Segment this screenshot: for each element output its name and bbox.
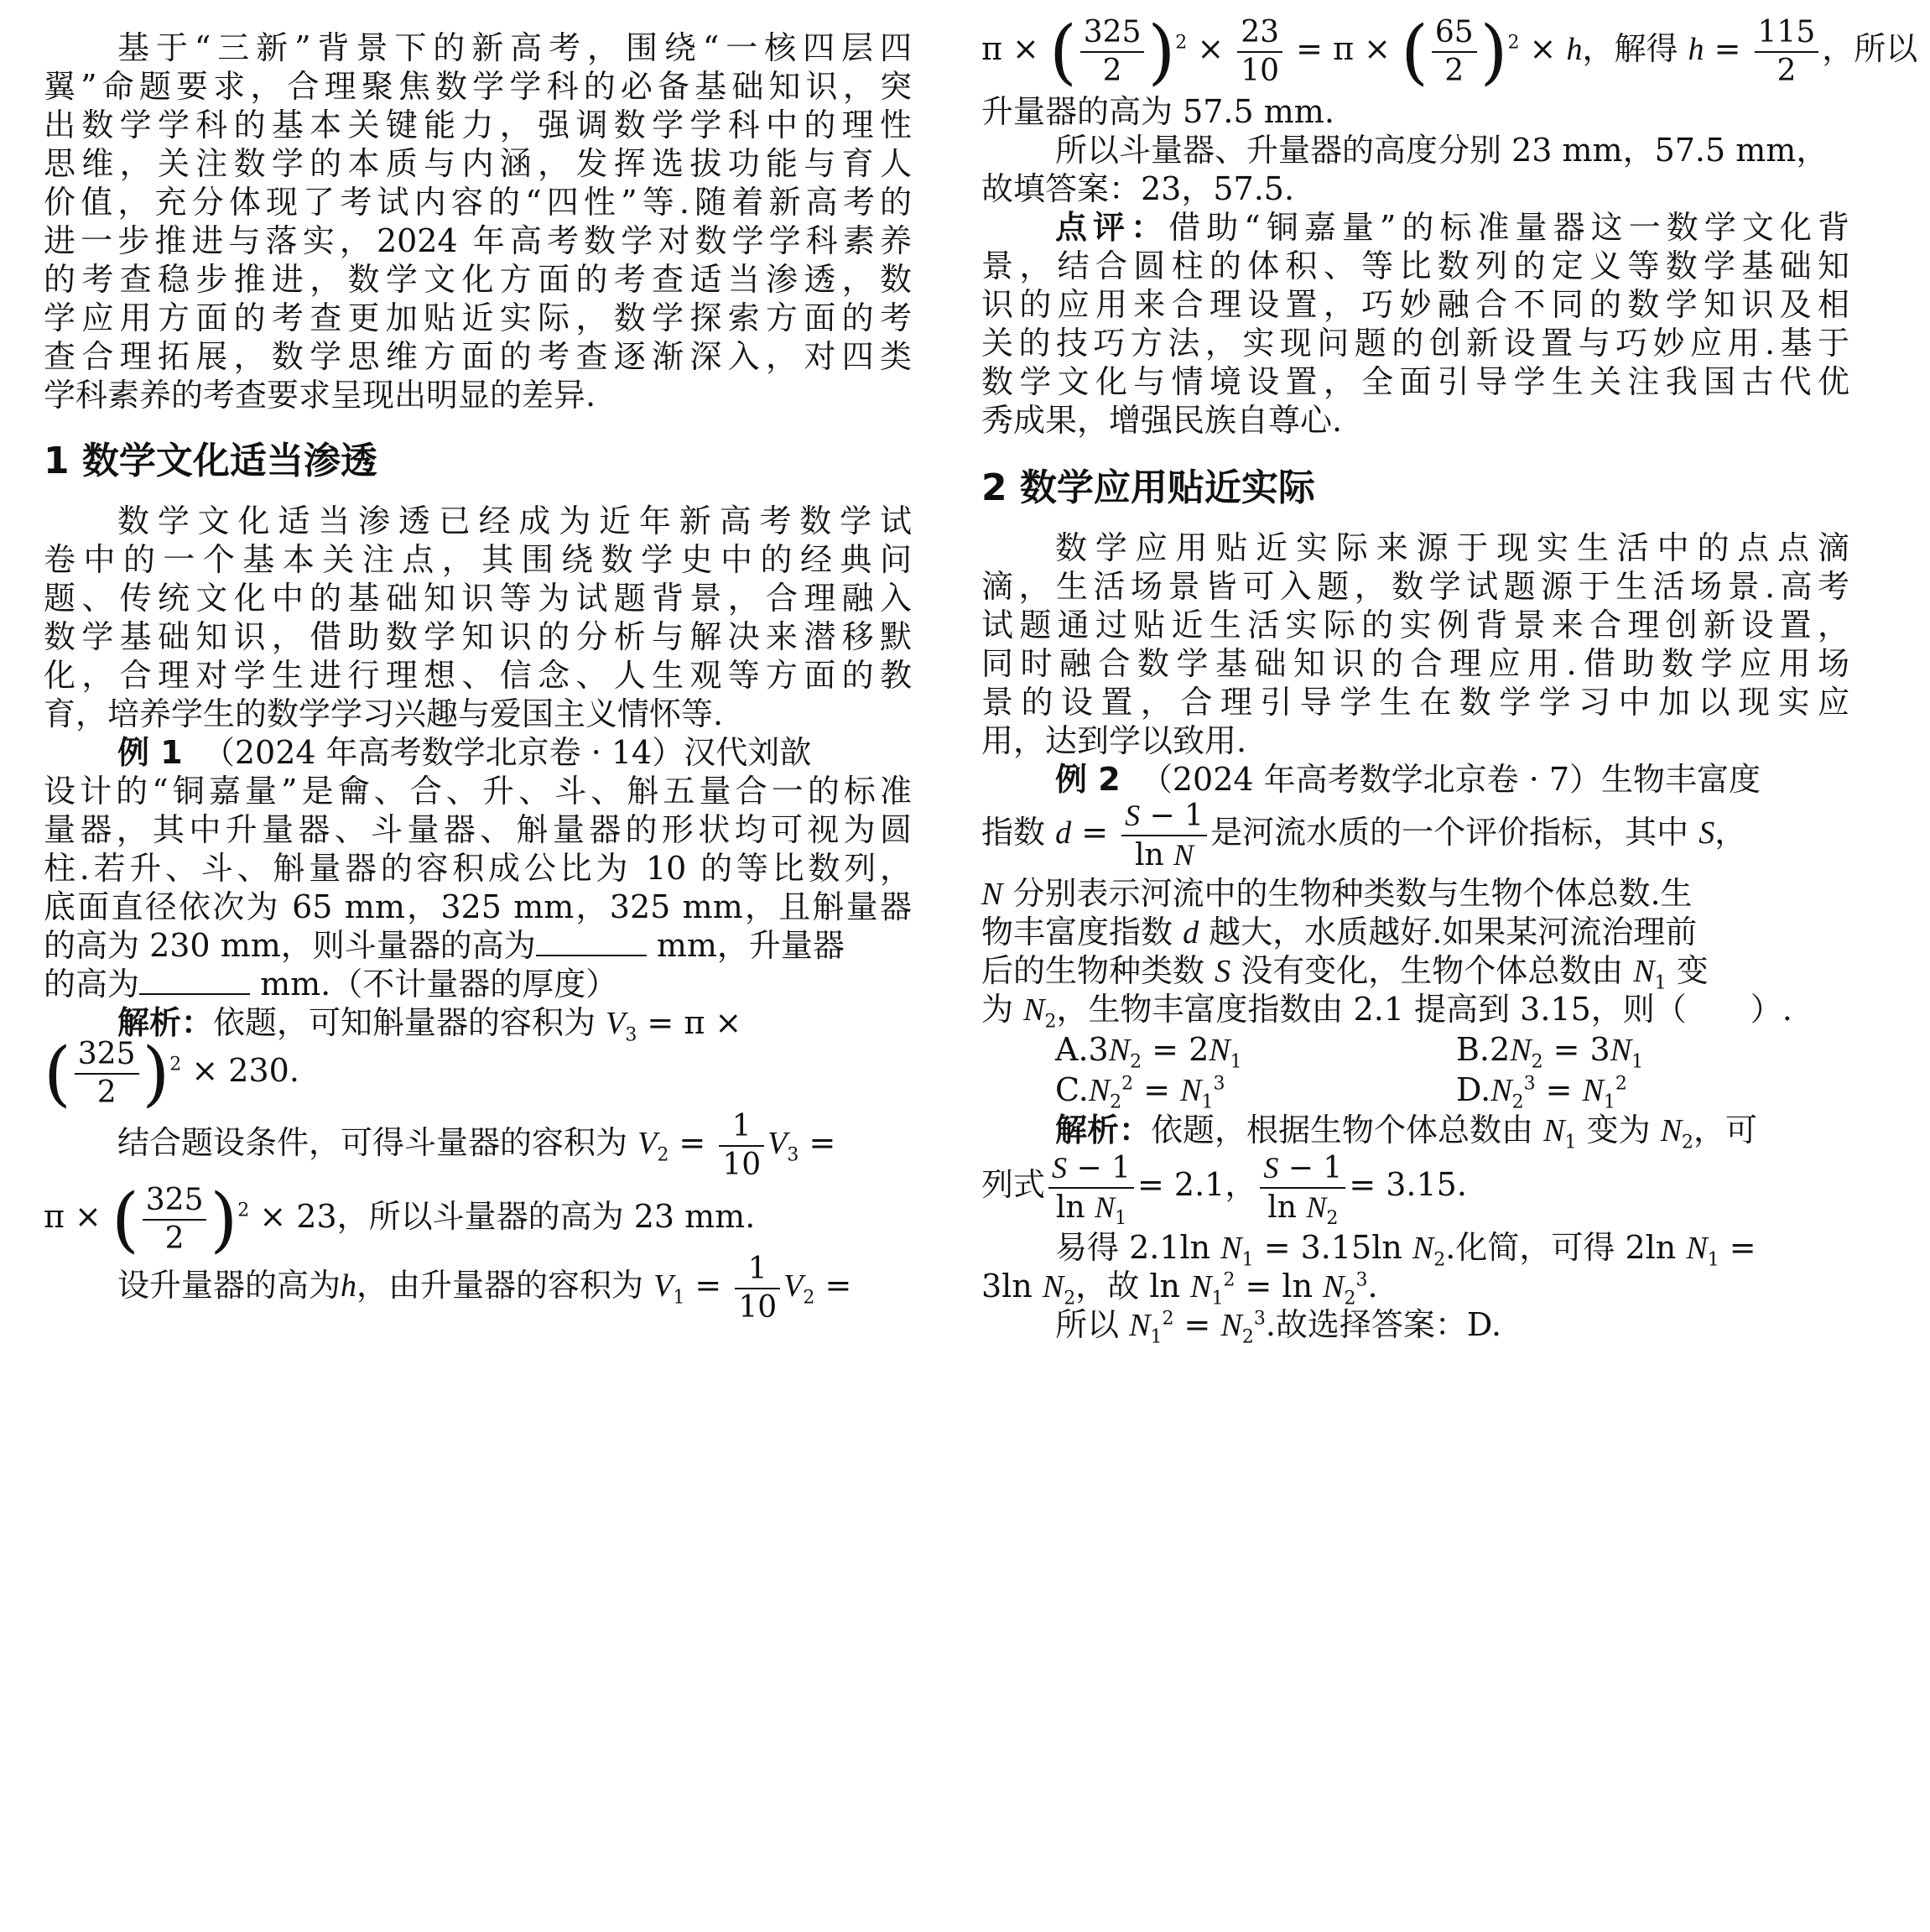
sec2-line: 用，达到学以致用.	[981, 722, 1247, 759]
solution-line: 所以斗量器、升量器的高度分别 23 mm，57.5 mm，	[1055, 132, 1829, 169]
example-1-line: 的高为 230 mm，则斗量器的高为 mm，升量器	[44, 927, 845, 964]
intro-line: 学应用方面的考查更加贴近实际，数学探索方面的考	[44, 299, 912, 336]
example-1-line: 量器，其中升量器、斗量器、斛量器的形状均可视为圆	[44, 811, 912, 848]
example-1-source: （2024 年高考数学北京卷 · 14）汉代刘歆	[202, 734, 812, 771]
solution-1-line: 设升量器的高为h，由升量器的容积为 $V_1$ = $\frac{1}{10}$ $V_2$ =	[117, 1251, 852, 1325]
answer-blank[interactable]	[536, 926, 647, 956]
sec1-line: 数学基础知识，借助数学知识的分析与解决来潜移默	[44, 618, 912, 655]
formula-v1: π × ( $\frac{325}{2}$ )$^2$ × $\frac{23}{10}$ = π × ( $\frac{65}{2}$ )$^2$ × h，解得 h = $\frac{115}{2}$ ，所以	[981, 10, 1918, 93]
option-b[interactable]: $B.2N_2 = 3N_1$	[1456, 1031, 1644, 1073]
solution-line: 故填答案：23，57.5.	[981, 170, 1295, 207]
sec2-line: 同时融合数学基础知识的合理应用.借助数学应用场	[981, 645, 1849, 682]
sec1-line: 卷中的一个基本关注点，其围绕数学史中的经典问	[44, 541, 912, 578]
solution-2-line: 3ln $N_2$，故 $\ln N_1^2 = \ln N_2^3$.	[981, 1268, 1378, 1310]
example-2-line: 指数 d = $\frac{S - 1}{\text{ln N}}$ 是河流水质的一个评价指标，其中 S，	[981, 798, 1747, 872]
intro-line: 思维，关注数学的本质与内涵，发挥选拔功能与育人	[44, 145, 912, 182]
intro-line: 翼”命题要求，合理聚焦数学学科的必备基础知识，突	[44, 68, 912, 105]
comment-line: 点评：借助“铜嘉量”的标准量器这一数学文化背	[1055, 209, 1849, 246]
example-1-line: 柱.若升、斗、斛量器的容积成公比为 10 的等比数列，	[44, 850, 912, 887]
example-2-title	[981, 758, 1849, 800]
intro-line: 进一步推进与落实，2024 年高考数学对数学学科素养	[44, 222, 912, 259]
sec2-line: 滴，生活场景皆可入题，数学试题源于生活场景.高考	[981, 568, 1849, 605]
sec2-line: 景的设置，合理引导学生在数学学习中加以现实应	[981, 684, 1849, 721]
formula-v2: π × ( $\frac{325}{2}$ )$^2$ × 23，所以斗量器的高为 23 mm.	[44, 1178, 756, 1261]
example-2-line: N 分别表示河流中的生物种类数与生物个体总数.生	[981, 875, 1693, 912]
sec1-line: 题、传统文化中的基础知识等为试题背景，合理融入	[44, 580, 912, 617]
solution-2-line: 所以 $N_1^2 = N_2^3$.故选择答案：D.	[1055, 1306, 1502, 1348]
sec1-line: 数学文化适当渗透已经成为近年新高考数学试	[117, 503, 912, 539]
solution-1-line: 结合题设条件，可得斗量器的容积为 $V_2$ = $\frac{1}{10}$ $V_3$ =	[117, 1108, 836, 1182]
section-heading-1: 1 数学文化适当渗透	[44, 440, 377, 482]
section-heading-2: 2 数学应用贴近实际	[981, 466, 1315, 509]
example-2-line: 物丰富度指数 d 越大，水质越好.如果某河流治理前	[981, 914, 1698, 950]
example-1-line: 设计的“铜嘉量”是龠、合、升、斗、斛五量合一的标准	[44, 773, 912, 810]
solution-2-line: 易得 2.1ln $N_1 = 3.15\ln$ $N_2$.化简，可得 2ln $N_1$ =	[1055, 1229, 1756, 1271]
comment-line: 识的应用来合理设置，巧妙融合不同的数学知识及相	[981, 286, 1849, 323]
example-1-line: 的高为 mm.（不计量器的厚度）	[44, 966, 618, 1002]
sec2-line: 数学应用贴近实际来源于现实生活中的点点滴	[1055, 529, 1849, 566]
example-2-label: 例 2	[1055, 761, 1121, 798]
intro-line: 查合理拓展，数学思维方面的考查逐渐深入，对四类	[44, 338, 912, 375]
intro-line: 基于“三新”背景下的新高考，围绕“一核四层四	[117, 29, 912, 66]
example-2-line: 后的生物种类数 S 没有变化，生物个体总数由 $N_1$ 变	[981, 952, 1709, 994]
example-2-line: 为 $N_2$，生物丰富度指数由 2.1 提高到 3.15，则（ ）.	[981, 991, 1792, 1033]
sec2-line: 试题通过贴近生活实际的实例背景来合理创新设置，	[981, 607, 1849, 643]
comment-line: 秀成果，增强民族自尊心.	[981, 402, 1343, 439]
sec1-line: 育，培养学生的数学学习兴趣与爱国主义情怀等.	[44, 695, 724, 732]
solution-line: 升量器的高为 57.5 mm.	[981, 93, 1334, 130]
comment-line: 数学文化与情境设置，全面引导学生关注我国古代优	[981, 363, 1849, 400]
solution-1-line: 解析：依题，可知斛量器的容积为 $V_3 = \pi$ ×	[117, 1004, 742, 1046]
example-1-label: 例 1	[117, 734, 183, 771]
sec1-line: 化，合理对学生进行理想、信念、人生观等方面的教	[44, 657, 912, 694]
comment-line: 关的技巧方法，实现问题的创新设置与巧妙应用.基于	[981, 325, 1849, 362]
example-1-line: 底面直径依次为 65 mm，325 mm，325 mm，且斛量器	[44, 888, 912, 925]
intro-line: 学科素养的考查要求呈现出明显的差异.	[44, 377, 596, 414]
formula-v3: ( $\frac{325}{2}$ )$^2$ × 230.	[44, 1032, 299, 1115]
option-a[interactable]: $A.3N_2 = 2N_1$	[1055, 1031, 1242, 1073]
intro-line: 的考查稳步推进，数学文化方面的考查适当渗透，数	[44, 261, 912, 298]
intro-line: 价值，充分体现了考试内容的“四性”等.随着新高考的	[44, 184, 912, 221]
solution-2-line: 列式 $\frac{S - 1}{\ln N_1}$ = 2.1， $\frac{S - 1}{\ln N_2}$ = 3.15.	[981, 1150, 1467, 1229]
example-2-source: （2024 年高考数学北京卷 · 7）生物丰富度	[1140, 761, 1761, 798]
option-c[interactable]: $C.N_2^2 = N_1^3$	[1055, 1071, 1225, 1113]
option-d[interactable]: $D.N_2^3 = N_1^2$	[1456, 1071, 1627, 1113]
answer-blank[interactable]	[139, 965, 250, 995]
example-1-title	[44, 732, 912, 773]
intro-line: 出数学学科的基本关键能力，强调数学学科中的理性	[44, 107, 912, 143]
solution-2-line: 解析：依题，根据生物个体总数由 $N_1$ 变为 $N_2$，可	[1055, 1112, 1758, 1153]
comment-line: 景，结合圆柱的体积、等比数列的定义等数学基础知	[981, 247, 1849, 284]
